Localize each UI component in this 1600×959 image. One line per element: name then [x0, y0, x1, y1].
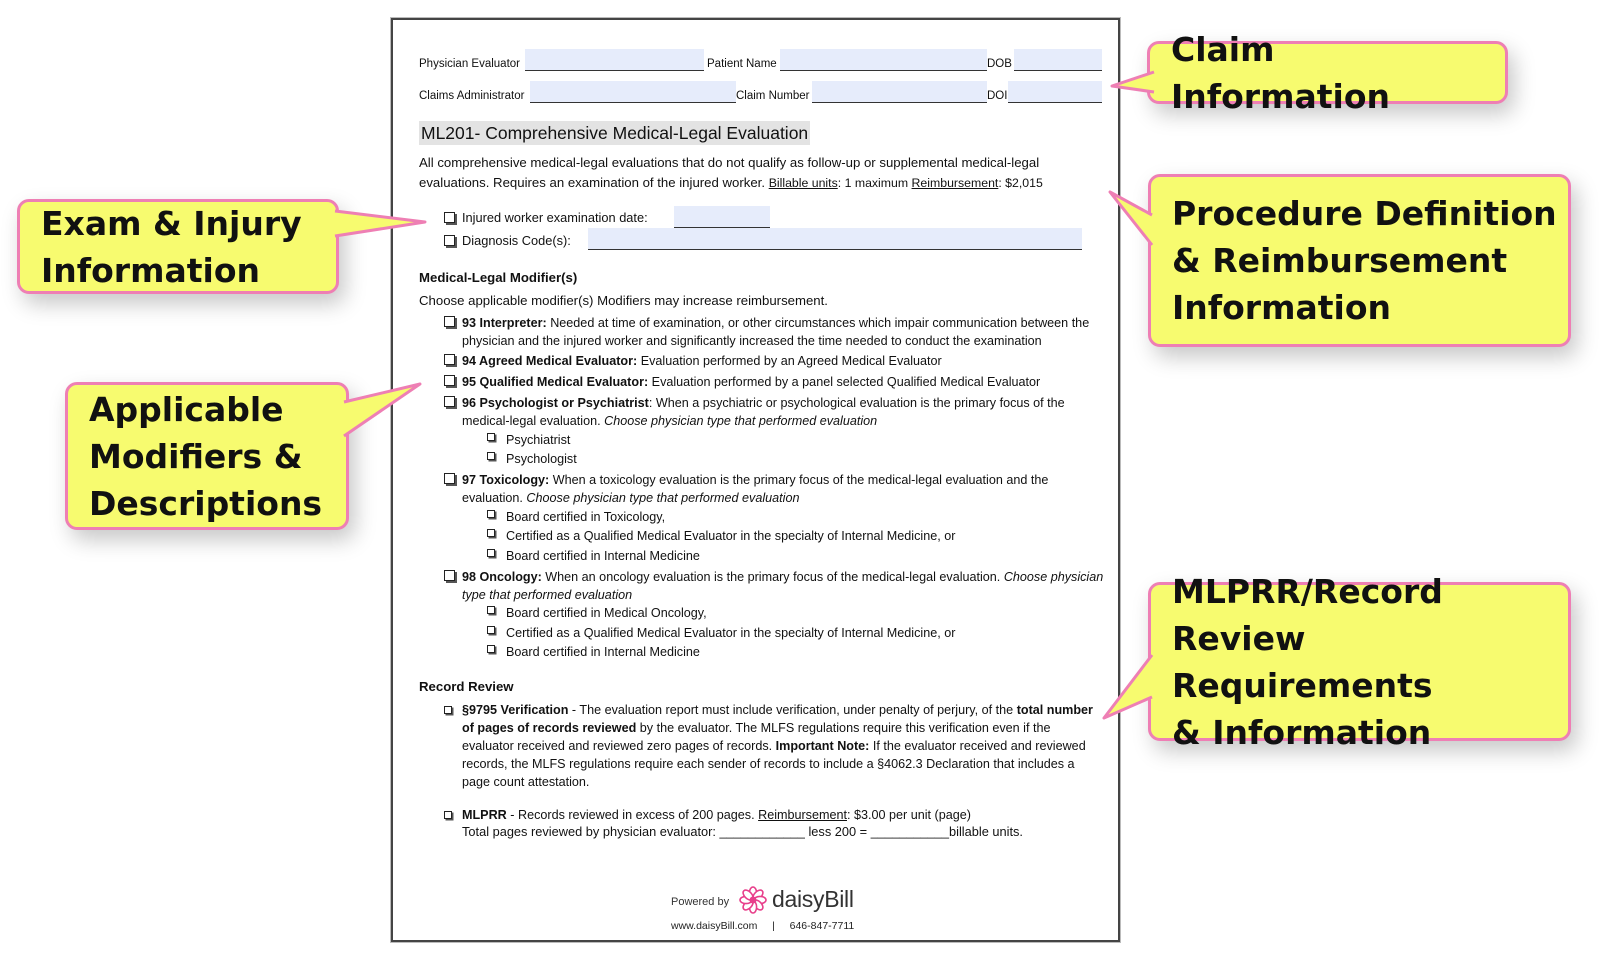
option-psychiatrist-checkbox[interactable] [487, 433, 495, 441]
intro-text: All comprehensive medical-legal evaluations that do not qualify as follow-up or supplemental medical-legal evaluations. Requires an examination of the injured worker. [419, 155, 1040, 190]
option-tox-qme-checkbox[interactable] [487, 529, 495, 537]
physician-evaluator-field[interactable] [525, 49, 704, 71]
option-tox-board-checkbox[interactable] [487, 510, 495, 518]
claim-information-callout: Claim Information [1147, 41, 1508, 104]
claims-administrator-label: Claims Administrator [419, 90, 525, 102]
claim-number-field[interactable] [812, 81, 987, 103]
modifier-97-checkbox[interactable] [444, 473, 455, 484]
diagnosis-label: Diagnosis Code(s): [462, 233, 571, 248]
exam-injury-callout: Exam & Injury Information [17, 199, 339, 294]
option-onc-board-checkbox[interactable] [487, 606, 495, 614]
diagnosis-checkbox[interactable] [444, 235, 455, 246]
dob-field[interactable] [1014, 49, 1102, 71]
diagnosis-field[interactable] [588, 228, 1082, 250]
verification-checkbox[interactable] [444, 706, 452, 714]
doi-label: DOI [987, 90, 1008, 102]
modifier-96: 96 Psychologist or Psychiatrist: When a psychiatric or psychological evaluation is the primary focus of the medical-legal evaluation. Choose physician type that performed evaluation [462, 396, 1065, 428]
option-onc-qme-checkbox[interactable] [487, 626, 495, 634]
claim-number-label: Claim Number [736, 90, 810, 102]
option-onc-board: Board certified in Medical Oncology, [506, 606, 707, 620]
option-onc-qme: Certified as a Qualified Medical Evaluator in the specialty of Internal Medicine, or [506, 626, 956, 640]
modifier-96-checkbox[interactable] [444, 396, 455, 407]
modifier-93: 93 Interpreter: Needed at time of examination, or other circumstances which impair communication between the physician and the injured worker and significantly increased the time needed to conduct the examination [462, 316, 1090, 348]
option-tox-qme: Certified as a Qualified Medical Evaluator in the specialty of Internal Medicine, or [506, 529, 956, 543]
option-onc-im: Board certified in Internal Medicine [506, 645, 700, 659]
modifiers-descriptions-callout: Applicable Modifiers & Descriptions [65, 382, 349, 530]
modifier-98: 98 Oncology: When an oncology evaluation is the primary focus of the medical-legal evaluation. Choose physician type that performed evaluation [462, 570, 1104, 602]
mlprr-checkbox[interactable] [444, 811, 452, 819]
document-page [391, 18, 1120, 942]
modifier-95: 95 Qualified Medical Evaluator: Evaluation performed by a panel selected Qualified Medical Evaluator [462, 375, 1041, 389]
daisybill-logo-text: daisyBill [772, 886, 854, 912]
mlprr-total-line: Total pages reviewed by physician evaluator: ____________ less 200 = ___________billable units. [462, 824, 1023, 839]
daisy-flower-icon [739, 886, 767, 914]
option-psychiatrist: Psychiatrist [506, 433, 571, 447]
option-tox-board: Board certified in Toxicology, [506, 510, 666, 524]
doi-field[interactable] [1008, 81, 1102, 103]
modifier-94: 94 Agreed Medical Evaluator: Evaluation performed by an Agreed Medical Evaluator [462, 354, 942, 368]
reimbursement-value: : $2,015 [998, 176, 1043, 190]
footer-contact: www.daisyBill.com | 646-847-7711 [671, 920, 855, 932]
mlprr-text: MLPRR - Records reviewed in excess of 200 pages. Reimbursement: $3.00 per unit (page) [462, 808, 971, 822]
powered-by-label: Powered by [671, 896, 730, 908]
billable-units-label: Billable units [768, 176, 838, 190]
option-psychologist-checkbox[interactable] [487, 452, 495, 460]
patient-name-label: Patient Name [707, 58, 777, 70]
option-tox-im: Board certified in Internal Medicine [506, 549, 700, 563]
exam-date-label: Injured worker examination date: [462, 210, 648, 225]
procedure-reimbursement-callout: Procedure Definition & Reimbursement Information [1148, 174, 1571, 347]
modifiers-instruction: Choose applicable modifier(s) Modifiers may increase reimbursement. [419, 293, 828, 308]
verification-text: §9795 Verification - The evaluation report must include verification, under penalty of perjury, of the total number of pages of records reviewed by the evaluator. The MLFS regulations require this verification even if the evaluator received and reviewed zero pages of records. Important Note: If the evaluator received and reviewed records, the MLFS regulations require each sender of records to include a §4062.3 Declaration that includes a page count attestation. [462, 703, 1093, 789]
dob-label: DOB [987, 58, 1012, 70]
patient-name-field[interactable] [780, 49, 987, 71]
modifier-95-checkbox[interactable] [444, 375, 455, 386]
modifier-93-checkbox[interactable] [444, 316, 455, 327]
reimbursement-label: Reimbursement [911, 176, 999, 190]
option-tox-im-checkbox[interactable] [487, 549, 495, 557]
option-onc-im-checkbox[interactable] [487, 645, 495, 653]
claims-administrator-field[interactable] [530, 81, 736, 103]
phone-number: 646-847-7711 [789, 920, 855, 932]
billable-units-value: : 1 maximum [837, 176, 909, 190]
exam-date-field[interactable] [674, 206, 770, 228]
procedure-description [419, 153, 1109, 193]
modifier-94-checkbox[interactable] [444, 354, 455, 365]
record-review-heading: Record Review [419, 679, 514, 694]
modifier-97: 97 Toxicology: When a toxicology evaluation is the primary focus of the medical-legal evaluation and the evaluation. Choose physician type that performed evaluation [462, 473, 1049, 505]
physician-evaluator-label: Physician Evaluator [419, 58, 520, 70]
option-psychologist: Psychologist [506, 452, 577, 466]
modifiers-heading: Medical-Legal Modifier(s) [419, 270, 578, 285]
mlprr-record-review-callout: MLPRR/Record Review Requirements & Information [1148, 582, 1571, 741]
website-link[interactable]: www.daisyBill.com [671, 920, 758, 932]
modifier-98-checkbox[interactable] [444, 570, 455, 581]
procedure-title: ML201- Comprehensive Medical-Legal Evaluation [421, 123, 809, 143]
exam-date-checkbox[interactable] [444, 212, 455, 223]
